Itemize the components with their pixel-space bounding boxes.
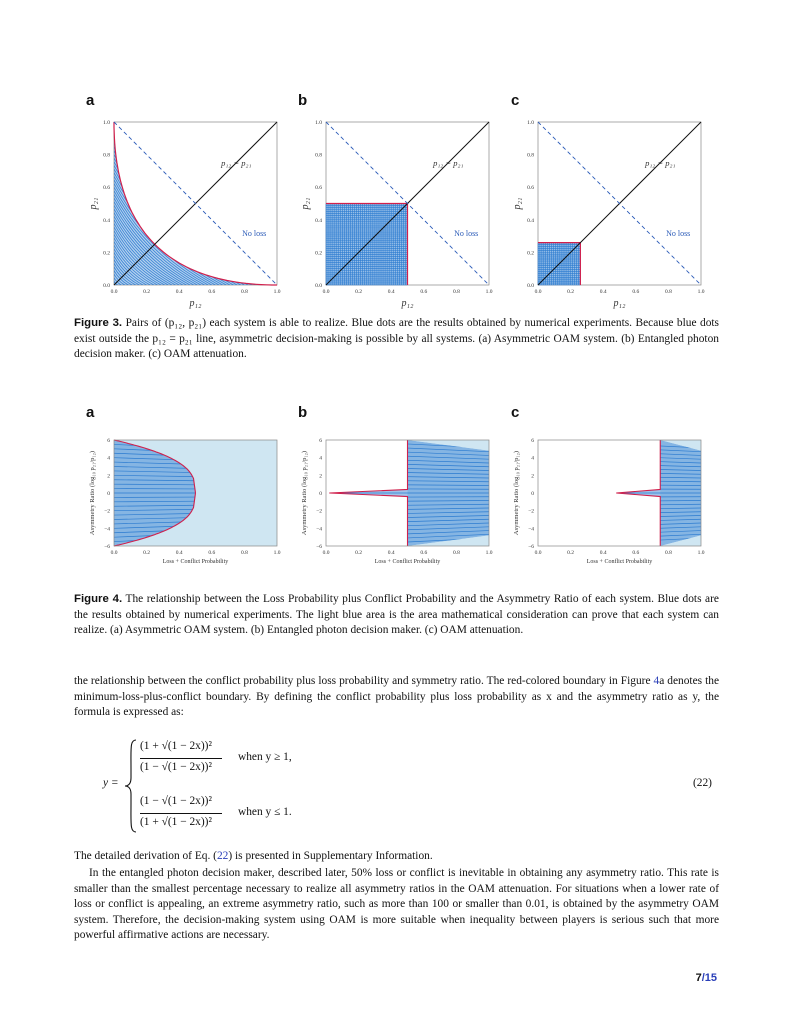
figure-3-caption-text: Pairs of (p₁₂, p₂₁) each system is able to realize. Blue dots are the results obtained by numerical experiments. Because blue dots exist outside the p₁₂ = p₂₁ line, asymmetric decision-making is possible by all systems. (a) Asymmetric OAM system. (b) Entangled photon decision maker. (c) OAM attenuation. [74, 317, 719, 361]
fig3-ytick-label: 0.2 [315, 250, 322, 257]
fig3-ytick-label: 0.0 [315, 283, 322, 289]
fig4-ytick-label: 6 [531, 438, 534, 444]
paragraph-2 [74, 849, 719, 865]
eq-case2-condition: when y ≤ 1. [238, 806, 292, 818]
fig3-xtick-label: 0.2 [567, 289, 575, 295]
fig4-ytick-label: 0 [319, 491, 322, 497]
fig3-xtick-label: 0.4 [175, 289, 183, 295]
fig3-ylabel: p₂₁ [300, 197, 311, 210]
fig3-xtick-label: 0.2 [143, 289, 151, 295]
fig4-xtick-label: 0.8 [240, 550, 248, 556]
eq-case2-numerator: (1 − √(1 − 2x))² [140, 795, 212, 807]
fig3-xtick-label: 0.6 [632, 289, 640, 295]
fig4-ytick-label: 0 [531, 491, 534, 497]
fig3-ytick-label: 0.2 [103, 250, 110, 257]
fig3-ytick-label: 0.6 [315, 185, 322, 192]
fig3-ytick-label: 0.0 [103, 283, 110, 289]
fig4-xtick-label: 0.6 [208, 550, 216, 556]
fig4-ytick-label: −4 [316, 526, 322, 533]
fig3-ytick-label: 0.4 [527, 217, 534, 224]
fig3-xlabel: p₁₂ [401, 298, 414, 309]
eq-case1-condition: when y ≥ 1, [238, 751, 292, 763]
fig4-ylabel: Asymmetry Ratio (log₁₀ p₂₁/p₁₂) [513, 450, 520, 536]
fig3-xtick-label: 0.6 [420, 289, 428, 295]
fig3-ytick-label: 1.0 [103, 120, 110, 126]
page-current: 7 [695, 972, 702, 984]
fig4-xtick-label: 0.4 [175, 550, 183, 556]
fig4-ytick-label: −4 [528, 526, 534, 533]
fig3-xtick-label: 1.0 [485, 289, 493, 295]
fig4-ytick-label: −2 [104, 508, 110, 515]
paragraph-2-part-b: ) is presented in Supplementary Information. [228, 850, 433, 862]
fig4-ytick-label: 4 [531, 455, 534, 462]
fig3-xlabel: p₁₂ [613, 298, 626, 309]
fig4-letter-c: c [511, 404, 520, 421]
fig3-xtick-label: 0.6 [208, 289, 216, 295]
fig4-xtick-label: 0.6 [632, 550, 640, 556]
paragraph-2-part-a: The detailed derivation of Eq. ( [74, 850, 217, 862]
eq-case2-denominator: (1 + √(1 − 2x))² [140, 816, 212, 828]
fig4-ytick-label: 0 [107, 491, 110, 497]
figure-3 [0, 0, 791, 320]
fig3-noloss-label: No loss [454, 229, 479, 239]
fig4-xtick-label: 1.0 [485, 550, 493, 556]
fig3-ytick-label: 1.0 [315, 120, 322, 126]
figure-4-caption-text: The relationship between the Loss Probability plus Conflict Probability and the Asymmetry Ratio of each system. Blue dots are the results obtained by numerical experiments. The light blue area is the area mathematical consideration can prove that each system can realize. (a) Asymmetric OAM system. (b) Entangled photon decision maker. (c) OAM attenuation. [74, 593, 719, 637]
fig4-ytick-label: 4 [107, 455, 110, 462]
fig3-xtick-label: 0.8 [664, 289, 672, 295]
fig3-diag-label: p₁₂ = p₂₁ [645, 157, 676, 168]
fig3-panel-c [512, 120, 705, 309]
paragraph-3: In the entangled photon decision maker, described later, 50% loss or conflict is inevitable in obtaining any asymmetry ratio. This rate is smaller than the smallest percentage necessary to realize all asymmetry ratios in the OAM attenuation. For situations when a lower rate of loss or conflict is appealing, an extreme asymmetry ratio, such as more than 100 or smaller than 0.01, is obtained by the asymmetry OAM system. Therefore, the decision-making system using OAM is more suitable when inequality between players is serious such that more powerful affirmative actions are necessary. [74, 867, 719, 942]
fig4-xtick-label: 0.4 [599, 550, 607, 556]
fig4-xtick-label: 0.2 [567, 550, 575, 556]
fig3-ytick-label: 0.6 [527, 185, 534, 192]
fig4-ytick-label: 2 [319, 473, 322, 480]
fig3-xtick-label: 0.2 [355, 289, 363, 295]
fig4-xlabel: Loss + Conflict Probability [374, 559, 441, 565]
fig3-ytick-label: 0.4 [103, 217, 110, 224]
fig3-ylabel: p₂₁ [88, 197, 99, 210]
equation-number: (22) [693, 777, 712, 789]
fig3-xtick-label: 1.0 [273, 289, 281, 295]
fig4-ytick-label: −4 [104, 526, 110, 533]
figure-3-caption [74, 316, 719, 363]
fig4-ytick-label: −6 [316, 544, 322, 550]
fig3-xlabel: p₁₂ [189, 298, 202, 309]
fig3-xtick-label: 0.8 [452, 289, 460, 295]
fig3-xtick-label: 0.0 [322, 289, 330, 295]
equation-lhs: y = [103, 777, 119, 789]
fig3-diag-label: p₁₂ = p₂₁ [433, 157, 464, 168]
fig3-ytick-label: 0.6 [103, 185, 110, 192]
fig4-panel-b [301, 438, 493, 565]
paragraph-1-part-b: a denotes the minimum-loss-plus-conflict boundary. By defining the conflict probability plus loss probability as x and the asymmetry ratio as y, the formula is expressed as: [74, 675, 720, 719]
fig4-ytick-label: −2 [528, 508, 534, 515]
fig4-xtick-label: 0.0 [534, 550, 542, 556]
eq-case1-denominator: (1 − √(1 − 2x))² [140, 761, 212, 773]
fig3-ytick-label: 1.0 [527, 120, 534, 126]
fig3-noloss-label: No loss [666, 229, 691, 239]
figure-4-ref-link[interactable]: 4 [653, 675, 660, 687]
fig3-xtick-label: 0.0 [534, 289, 542, 295]
fig4-xlabel: Loss + Conflict Probability [162, 559, 229, 565]
paragraph-1 [74, 674, 719, 721]
fig4-ytick-label: −6 [528, 544, 534, 550]
fig4-xtick-label: 0.4 [387, 550, 395, 556]
fig3-xtick-label: 0.4 [387, 289, 395, 295]
fig3-letter-a: a [86, 92, 95, 109]
fig4-ytick-label: −2 [316, 508, 322, 515]
fig3-ytick-label: 0.2 [527, 250, 534, 257]
fig3-xtick-label: 0.8 [240, 289, 248, 295]
fig4-ytick-label: 6 [107, 438, 110, 444]
fig4-xtick-label: 0.8 [664, 550, 672, 556]
eq-case2-fraction-bar [140, 813, 222, 814]
fig4-xtick-label: 0.0 [110, 550, 118, 556]
fig4-xtick-label: 0.0 [322, 550, 330, 556]
equation-brace [124, 738, 138, 834]
fig3-ytick-label: 0.4 [315, 217, 322, 224]
fig3-panel-b [300, 120, 493, 309]
fig3-ytick-label: 0.0 [527, 283, 534, 289]
fig4-ytick-label: −6 [104, 544, 110, 550]
fig3-xtick-label: 0.0 [110, 289, 118, 295]
fig4-xtick-label: 0.2 [355, 550, 363, 556]
page-total[interactable]: 15 [704, 972, 717, 984]
fig3-letter-b: b [298, 92, 308, 109]
fig4-xtick-label: 1.0 [697, 550, 705, 556]
fig4-panel-c [513, 438, 705, 565]
fig4-xtick-label: 1.0 [273, 550, 281, 556]
fig4-ytick-label: 2 [107, 473, 110, 480]
paragraph-1-part-a: the relationship between the conflict probability plus loss probability and symmetry ratio. The red-colored boundary in Figure [74, 675, 654, 687]
fig3-noloss-label: No loss [242, 229, 267, 239]
fig4-ylabel: Asymmetry Ratio (log₁₀ p₂₁/p₁₂) [301, 450, 308, 536]
eq-case1-numerator: (1 + √(1 − 2x))² [140, 740, 212, 752]
figure-3-label: Figure 3. [74, 317, 123, 329]
fig3-ytick-label: 0.8 [315, 152, 322, 159]
fig3-letter-c: c [511, 92, 520, 109]
fig3-ytick-label: 0.8 [527, 152, 534, 159]
fig4-xtick-label: 0.2 [143, 550, 151, 556]
fig3-diag-label: p₁₂ = p₂₁ [221, 157, 252, 168]
fig4-xlabel: Loss + Conflict Probability [586, 559, 653, 565]
page-separator: / [701, 972, 705, 984]
figure-4 [0, 420, 791, 580]
fig4-ytick-label: 2 [531, 473, 534, 480]
fig3-panel-a [88, 120, 281, 309]
fig4-ytick-label: 4 [319, 455, 322, 462]
fig3-ytick-label: 0.8 [103, 152, 110, 159]
page-number [696, 972, 717, 984]
eq-case1-fraction-bar [140, 758, 222, 759]
figure-4-label: Figure 4. [74, 593, 123, 605]
fig3-xtick-label: 0.4 [599, 289, 607, 295]
fig4-xtick-label: 0.6 [420, 550, 428, 556]
equation-22-ref-link[interactable]: 22 [216, 850, 229, 862]
fig4-ylabel: Asymmetry Ratio (log₁₀ p₂₁/p₁₂) [89, 450, 96, 536]
fig4-ytick-label: 6 [319, 438, 322, 444]
fig4-xtick-label: 0.8 [452, 550, 460, 556]
fig4-letter-a: a [86, 404, 95, 421]
figure-4-caption [74, 592, 719, 639]
fig3-xtick-label: 1.0 [697, 289, 705, 295]
fig4-panel-a [89, 438, 281, 565]
fig4-letter-b: b [298, 404, 308, 421]
fig3-ylabel: p₂₁ [512, 197, 523, 210]
